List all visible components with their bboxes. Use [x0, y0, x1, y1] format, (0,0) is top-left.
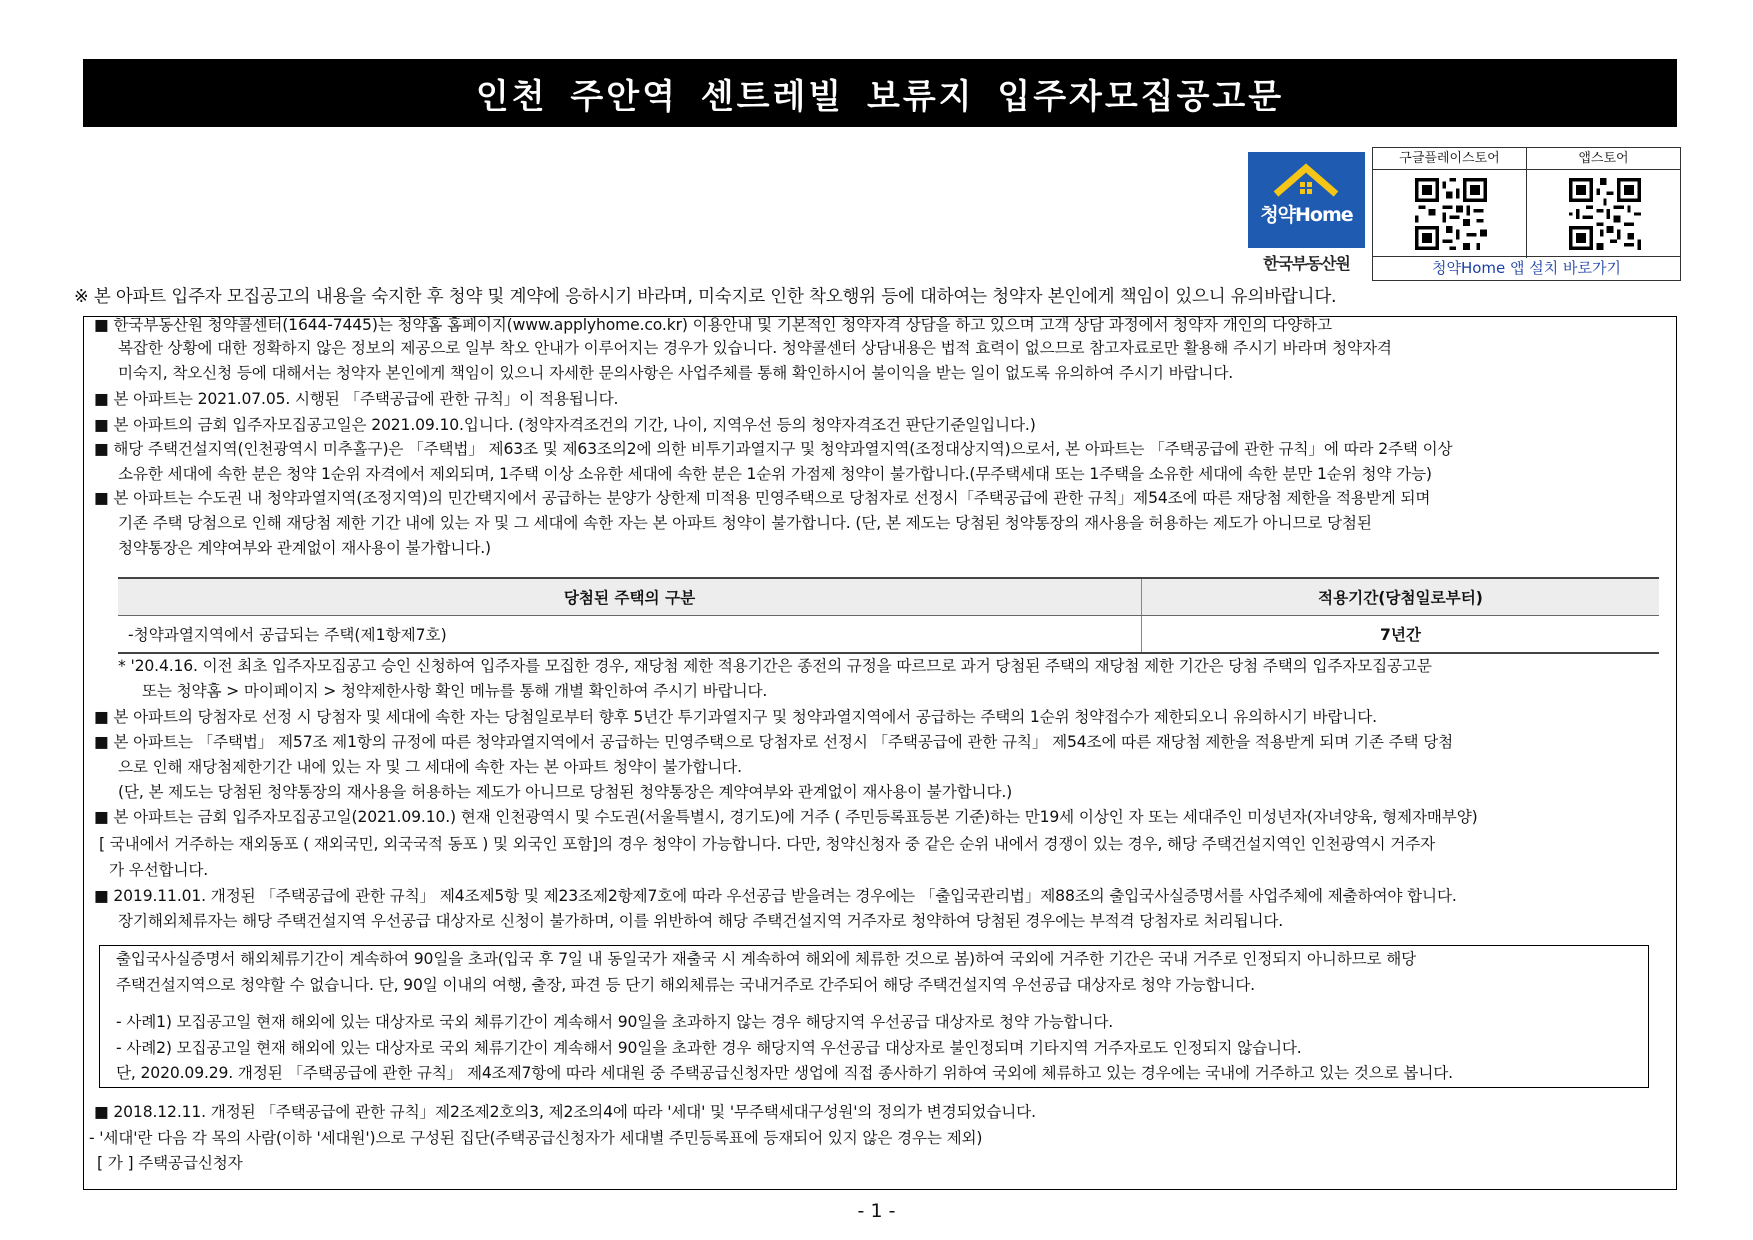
table-cell: 7년간 — [1142, 616, 1660, 654]
applyhome-logo — [1248, 152, 1365, 271]
table-row — [118, 616, 1659, 654]
qr-code-icon[interactable] — [1569, 178, 1641, 250]
page-number: - 1 - — [857, 1200, 896, 1222]
table-header-row — [118, 578, 1659, 616]
text-line: 가 우선합니다. — [109, 861, 209, 879]
text-line: 또는 청약홈 > 마이페이지 > 청약제한사항 확인 메뉴를 통해 개별 확인하여 주시기 바랍니다. — [142, 682, 768, 700]
logo-emblem — [1248, 152, 1365, 248]
notice-line: ※ 본 아파트 입주자 모집공고의 내용을 숙지한 후 청약 및 계약에 응하시기 바라며, 미숙지로 인한 착오행위 등에 대하여는 청약자 본인에게 책임이 있으니 유의바랍니다. — [74, 287, 1337, 307]
logo-org: 한국부동산원 — [1263, 254, 1350, 273]
text-line: (단, 본 제도는 당첨된 청약통장의 재사용을 허용하는 제도가 아니므로 당첨된 청약통장은 계약여부와 관계없이 재사용이 불가합니다.) — [118, 783, 1013, 801]
text-line: - 사례1) 모집공고일 현재 해외에 있는 대상자로 국외 체류기간이 계속해서 90일을 초과하지 않는 경우 해당지역 우선공급 대상자로 청약 가능합니다. — [116, 1013, 1114, 1031]
text-line: 출입국사실증명서 해외체류기간이 계속하여 90일을 초과(입국 후 7일 내 동일국가 재출국 시 계속하여 해외에 체류한 것으로 봄)하여 국외에 거주한 기간은 국내 거주로 인정되지 아니하므로 해당 — [116, 950, 1417, 968]
text-line: ■ 2019.11.01. 개정된 「주택공급에 관한 규칙」 제4조제5항 및 제23조제2항제7호에 따라 우선공급 받을려는 경우에는 「출입국관리법」제88조의 출입국사실증명서를 사업주체에 제출하여야 합니다. — [94, 887, 1457, 905]
text-line: 미숙지, 착오신청 등에 대해서는 청약자 본인에게 책임이 있으니 자세한 문의사항은 사업주체를 통해 확인하시어 불이익을 받는 일이 없도록 유의하여 주시기 바랍니다. — [118, 364, 1234, 382]
text-line: 소유한 세대에 속한 분은 청약 1순위 자격에서 제외되며, 1주택 이상 소유한 세대에 속한 분은 1순위 가점제 청약이 불가합니다.(무주택세대 또는 1주택을 소유한 세대에 속한 분만 1순위 청약 가능) — [118, 465, 1432, 483]
text-line: ■ 해당 주택건설지역(인천광역시 미추홀구)은 「주택법」 제63조 및 제63조의2에 의한 비투기과열지구 및 청약과열지역(조정대상지역)으로서, 본 아파트는 「주택공급에 관한 규칙」에 따라 2주택 이상 — [94, 440, 1453, 458]
text-line: ■ 2018.12.11. 개정된 「주택공급에 관한 규칙」제2조제2호의3, 제2조의4에 따라 '세대' 및 '무주택세대구성원'의 정의가 변경되었습니다. — [94, 1103, 1036, 1121]
page-title: 인천 주안역 센트레빌 보류지 입주자모집공고문 — [83, 59, 1677, 127]
logo-name: 청약Home — [1260, 204, 1353, 226]
text-line: ■ 본 아파트는 수도권 내 청약과열지역(조정지역)의 민간택지에서 공급하는 분양가 상한제 미적용 민영주택으로 당첨자로 선정시「주택공급에 관한 규칙」제54조에 따른 재당첨 제한을 적용받게 되며 — [94, 489, 1431, 507]
qr-code-icon[interactable] — [1415, 178, 1487, 250]
text-line: ■ 본 아파트는 「주택법」 제57조 제1항의 규정에 따른 청약과열지역에서 공급하는 민영주택으로 당첨자로 선정시 「주택공급에 관한 규칙」 제54조에 따른 재당첨 제한을 적용받게 되며 기존 주택 당첨 — [94, 733, 1454, 751]
text-line: 청약통장은 계약여부와 관계없이 재사용이 불가합니다.) — [118, 539, 491, 557]
google-play-column — [1373, 148, 1527, 258]
text-line: - 사례2) 모집공고일 현재 해외에 있는 대상자로 국외 체류기간이 계속해서 90일을 초과한 경우 해당지역 우선공급 대상자로 불인정되며 기타지역 거주자로도 인정되지 않습니다. — [116, 1039, 1302, 1057]
text-line: 으로 인해 재당첨제한기간 내에 있는 자 및 그 세대에 속한 자는 본 아파트 청약이 불가합니다. — [118, 758, 742, 776]
text-line: ■ 본 아파트는 2021.07.05. 시행된 「주택공급에 관한 규칙」이 적용됩니다. — [94, 390, 619, 408]
text-line: ■ 본 아파트는 금회 입주자모집공고일(2021.09.10.) 현재 인천광역시 및 수도권(서울특별시, 경기도)에 거주 ( 주민등록표등본 기준)하는 만19세 이상인 자 또는 세대주인 미성년자(자녀양육, 형제자매부양) — [94, 808, 1478, 826]
text-line: 복잡한 상황에 대한 정확하지 않은 정보의 제공으로 일부 착오 안내가 이루어지는 경우가 있습니다. 청약콜센터 상담내용은 법적 효력이 없으므로 참고자료로만 활용해 주시기 바라며 청약자격 — [118, 339, 1392, 357]
text-line: ■ 본 아파트의 당첨자로 선정 시 당첨자 및 세대에 속한 자는 당첨일로부터 향후 5년간 투기과열지구 및 청약과열지역에서 공급하는 주택의 1순위 청약접수가 제한되오니 유의하시기 바랍니다. — [94, 708, 1377, 726]
text-line: 주택건설지역으로 청약할 수 없습니다. 단, 90일 이내의 여행, 출장, 파견 등 단기 해외체류는 국내거주로 간주되어 해당 주택건설지역 우선공급 대상자로 청약 가능합니다. — [116, 976, 1255, 994]
app-store-column — [1527, 148, 1680, 258]
text-line: 단, 2020.09.29. 개정된 「주택공급에 관한 규칙」 제4조제7항에 따라 세대원 중 주택공급신청자만 생업에 직접 종사하기 위하여 국외에 체류하고 있는 경우에는 국내에 거주하고 있는 것으로 봅니다. — [116, 1064, 1453, 1082]
text-line: - '세대'란 다음 각 목의 사람(이하 '세대원')으로 구성된 집단(주택공급신청자가 세대별 주민등록표에 등재되어 있지 않은 경우는 제외) — [89, 1129, 983, 1147]
text-line: [ 국내에서 거주하는 재외동포 ( 재외국민, 외국국적 동포 ) 및 외국인 포함]의 경우 청약이 가능합니다. 다만, 청약신청자 중 같은 순위 내에서 경쟁이 있는 경우, 해당 주택건설지역인 인천광역시 거주자 — [99, 835, 1436, 853]
house-icon — [1248, 156, 1365, 206]
app-download-box — [1372, 147, 1681, 281]
google-play-label: 구글플레이스토어 — [1373, 148, 1526, 170]
text-line: * '20.4.16. 이전 최초 입주자모집공고 승인 신청하여 입주자를 모집한 경우, 재당첨 제한 적용기간은 종전의 규정을 따르므로 과거 당첨된 주택의 재당첨 제한 기간은 당첨 주택의 입주자모집공고문 — [118, 657, 1432, 675]
table-header: 적용기간(당첨일로부터) — [1142, 578, 1660, 616]
text-line: ■ 본 아파트의 금회 입주자모집공고일은 2021.09.10.입니다. (청약자격조건의 기간, 나이, 지역우선 등의 청약자격조건 판단기준일입니다.) — [94, 416, 1036, 434]
table-header: 당첨된 주택의 구분 — [118, 578, 1142, 616]
text-line: ■ 한국부동산원 청약콜센터(1644-7445)는 청약홈 홈페이지(www.applyhome.co.kr) 이용안내 및 기본적인 청약자격 상담을 하고 있으며 고객 상담 과정에서 청약자 개인의 다양하고 — [94, 316, 1332, 334]
app-install-link[interactable]: 청약Home 앱 설치 바로가기 — [1373, 256, 1680, 280]
app-store-label: 앱스토어 — [1527, 148, 1680, 170]
text-line: 기존 주택 당첨으로 인해 재당첨 제한 기간 내에 있는 자 및 그 세대에 속한 자는 본 아파트 청약이 불가합니다. (단, 본 제도는 당첨된 청약통장의 재사용을 허용하는 제도가 아니므로 당첨된 — [118, 514, 1372, 532]
text-line: 장기해외체류자는 해당 주택건설지역 우선공급 대상자로 신청이 불가하며, 이를 위반하여 해당 주택건설지역 거주자로 청약하여 당첨된 경우에는 부적격 당첨자로 처리됩니다. — [118, 912, 1284, 930]
rewin-restriction-table — [118, 577, 1659, 654]
text-line: [ 가 ] 주택공급신청자 — [97, 1154, 243, 1172]
table-cell: -청약과열지역에서 공급되는 주택(제1항제7호) — [118, 616, 1142, 654]
